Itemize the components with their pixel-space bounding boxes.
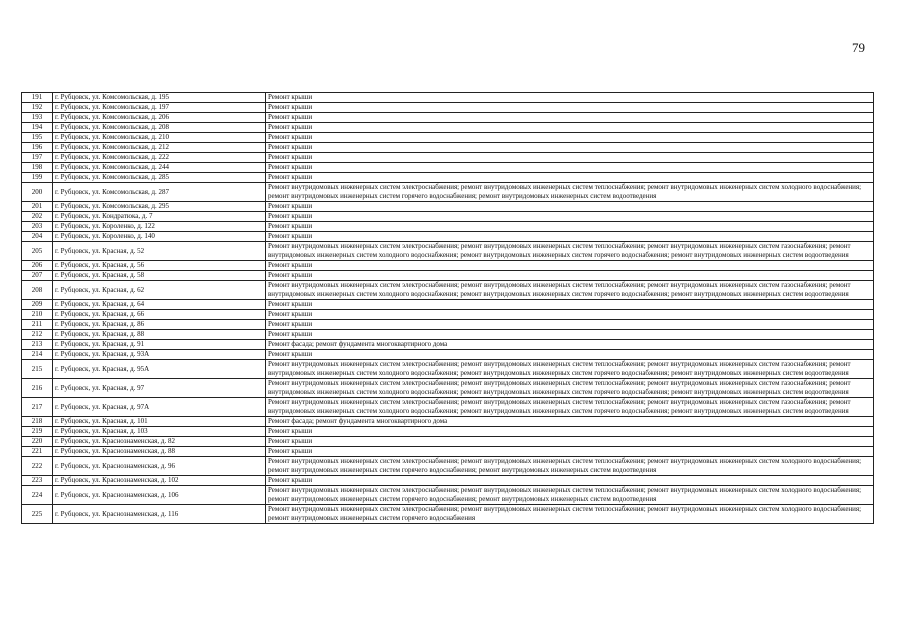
row-work-type: Ремонт крыши [266, 212, 874, 222]
table-row [22, 398, 874, 417]
table-row [22, 379, 874, 398]
row-number: 216 [22, 379, 53, 398]
row-number: 223 [22, 476, 53, 486]
row-address: г. Рубцовск, ул. Красная, д. 62 [53, 281, 266, 300]
row-address: г. Рубцовск, ул. Краснознаменская, д. 106 [53, 486, 266, 505]
row-address: г. Рубцовск, ул. Комсомольская, д. 208 [53, 123, 266, 133]
row-work-type: Ремонт крыши [266, 320, 874, 330]
row-work-type: Ремонт крыши [266, 350, 874, 360]
row-work-type: Ремонт крыши [266, 93, 874, 103]
row-number: 205 [22, 242, 53, 261]
table-row [22, 93, 874, 103]
row-number: 199 [22, 173, 53, 183]
row-work-type: Ремонт крыши [266, 310, 874, 320]
row-number: 210 [22, 310, 53, 320]
row-number: 198 [22, 163, 53, 173]
table-row [22, 212, 874, 222]
table-row [22, 222, 874, 232]
row-number: 200 [22, 183, 53, 202]
row-work-type: Ремонт внутридомовых инженерных систем электроснабжения; ремонт внутридомовых инженерных систем теплоснабжения; ремонт внутридомовых инженерных систем холодного водоснабжения; ремонт внутридомовых инженерных систем горячего водоснабжения [266, 505, 874, 524]
row-work-type: Ремонт крыши [266, 300, 874, 310]
table-row [22, 133, 874, 143]
row-address: г. Рубцовск, ул. Красная, д. 64 [53, 300, 266, 310]
row-address: г. Рубцовск, ул. Красная, д. 88 [53, 330, 266, 340]
row-number: 209 [22, 300, 53, 310]
row-work-type: Ремонт крыши [266, 261, 874, 271]
table-row [22, 261, 874, 271]
row-address: г. Рубцовск, ул. Краснознаменская, д. 88 [53, 447, 266, 457]
table-row [22, 457, 874, 476]
row-address: г. Рубцовск, ул. Комсомольская, д. 206 [53, 113, 266, 123]
table-row [22, 183, 874, 202]
row-address: г. Рубцовск, ул. Краснознаменская, д. 102 [53, 476, 266, 486]
table-row [22, 447, 874, 457]
row-number: 213 [22, 340, 53, 350]
table-row [22, 163, 874, 173]
table-row [22, 340, 874, 350]
row-work-type: Ремонт фасада; ремонт фундамента многоквартирного дома [266, 340, 874, 350]
row-work-type: Ремонт внутридомовых инженерных систем электроснабжения; ремонт внутридомовых инженерных систем теплоснабжения; ремонт внутридомовых инженерных систем газоснабжения; ремонт внутридомовых инженерных систем холодного водоснабжения; ремонт внутридомовых инженерных систем горячего водоснабжения; ремонт внутридомовых инженерных систем водоотведения [266, 242, 874, 261]
row-number: 193 [22, 113, 53, 123]
row-address: г. Рубцовск, ул. Красная, д. 103 [53, 427, 266, 437]
row-work-type: Ремонт крыши [266, 437, 874, 447]
row-work-type: Ремонт крыши [266, 202, 874, 212]
row-number: 214 [22, 350, 53, 360]
row-address: г. Рубцовск, ул. Комсомольская, д. 210 [53, 133, 266, 143]
row-address: г. Рубцовск, ул. Краснознаменская, д. 82 [53, 437, 266, 447]
row-number: 208 [22, 281, 53, 300]
row-number: 212 [22, 330, 53, 340]
row-address: г. Рубцовск, ул. Красная, д. 58 [53, 271, 266, 281]
row-address: г. Рубцовск, ул. Комсомольская, д. 222 [53, 153, 266, 163]
row-number: 217 [22, 398, 53, 417]
page-number: 79 [852, 40, 865, 55]
row-number: 197 [22, 153, 53, 163]
row-number: 207 [22, 271, 53, 281]
table-row [22, 153, 874, 163]
row-address: г. Рубцовск, ул. Кондратюка, д. 7 [53, 212, 266, 222]
row-address: г. Рубцовск, ул. Комсомольская, д. 212 [53, 143, 266, 153]
row-work-type: Ремонт внутридомовых инженерных систем электроснабжения; ремонт внутридомовых инженерных систем теплоснабжения; ремонт внутридомовых инженерных систем холодного водоснабжения; ремонт внутридомовых инженерных систем горячего водоснабжения; ремонт внутридомовых инженерных систем водоотведения [266, 486, 874, 505]
row-address: г. Рубцовск, ул. Комсомольская, д. 295 [53, 202, 266, 212]
row-work-type: Ремонт крыши [266, 447, 874, 457]
table-row [22, 350, 874, 360]
row-address: г. Рубцовск, ул. Красная, д. 66 [53, 310, 266, 320]
row-work-type: Ремонт крыши [266, 271, 874, 281]
row-address: г. Рубцовск, ул. Короленко, д. 140 [53, 232, 266, 242]
row-work-type: Ремонт внутридомовых инженерных систем электроснабжения; ремонт внутридомовых инженерных систем теплоснабжения; ремонт внутридомовых инженерных систем холодного водоснабжения; ремонт внутридомовых инженерных систем горячего водоснабжения; ремонт внутридомовых инженерных систем водоотведения [266, 457, 874, 476]
row-number: 195 [22, 133, 53, 143]
row-number: 192 [22, 103, 53, 113]
row-address: г. Рубцовск, ул. Красная, д. 56 [53, 261, 266, 271]
row-work-type: Ремонт крыши [266, 163, 874, 173]
row-address: г. Рубцовск, ул. Красная, д. 86 [53, 320, 266, 330]
row-address: г. Рубцовск, ул. Красная, д. 101 [53, 417, 266, 427]
row-number: 204 [22, 232, 53, 242]
row-number: 224 [22, 486, 53, 505]
row-work-type: Ремонт внутридомовых инженерных систем электроснабжения; ремонт внутридомовых инженерных систем теплоснабжения; ремонт внутридомовых инженерных систем газоснабжения; ремонт внутридомовых инженерных систем холодного водоснабжения; ремонт внутридомовых инженерных систем горячего водоснабжения; ремонт внутридомовых инженерных систем водоотведения [266, 379, 874, 398]
table-row [22, 310, 874, 320]
row-work-type: Ремонт крыши [266, 427, 874, 437]
row-address: г. Рубцовск, ул. Комсомольская, д. 195 [53, 93, 266, 103]
table-row [22, 437, 874, 447]
table-row [22, 202, 874, 212]
table-row [22, 113, 874, 123]
table-row [22, 417, 874, 427]
row-work-type: Ремонт крыши [266, 173, 874, 183]
row-work-type: Ремонт крыши [266, 476, 874, 486]
row-work-type: Ремонт внутридомовых инженерных систем электроснабжения; ремонт внутридомовых инженерных систем теплоснабжения; ремонт внутридомовых инженерных систем газоснабжения; ремонт внутридомовых инженерных систем холодного водоснабжения; ремонт внутридомовых инженерных систем горячего водоснабжения; ремонт внутридомовых инженерных систем водоотведения [266, 281, 874, 300]
row-address: г. Рубцовск, ул. Комсомольская, д. 244 [53, 163, 266, 173]
row-number: 222 [22, 457, 53, 476]
row-number: 196 [22, 143, 53, 153]
row-work-type: Ремонт крыши [266, 103, 874, 113]
table-row [22, 271, 874, 281]
row-address: г. Рубцовск, ул. Красная, д. 52 [53, 242, 266, 261]
row-number: 202 [22, 212, 53, 222]
row-number: 221 [22, 447, 53, 457]
row-address: г. Рубцовск, ул. Красная, д. 97А [53, 398, 266, 417]
row-work-type: Ремонт внутридомовых инженерных систем электроснабжения; ремонт внутридомовых инженерных систем теплоснабжения; ремонт внутридомовых инженерных систем холодного водоснабжения; ремонт внутридомовых инженерных систем горячего водоснабжения; ремонт внутридомовых инженерных систем водоотведения [266, 183, 874, 202]
row-number: 191 [22, 93, 53, 103]
row-address: г. Рубцовск, ул. Красная, д. 91 [53, 340, 266, 350]
table-row [22, 486, 874, 505]
row-work-type: Ремонт внутридомовых инженерных систем электроснабжения; ремонт внутридомовых инженерных систем теплоснабжения; ремонт внутридомовых инженерных систем газоснабжения; ремонт внутридомовых инженерных систем холодного водоснабжения; ремонт внутридомовых инженерных систем горячего водоснабжения; ремонт внутридомовых инженерных систем водоотведения [266, 360, 874, 379]
row-work-type: Ремонт крыши [266, 113, 874, 123]
row-address: г. Рубцовск, ул. Комсомольская, д. 287 [53, 183, 266, 202]
row-number: 201 [22, 202, 53, 212]
row-address: г. Рубцовск, ул. Комсомольская, д. 285 [53, 173, 266, 183]
row-work-type: Ремонт крыши [266, 232, 874, 242]
row-work-type: Ремонт внутридомовых инженерных систем электроснабжения; ремонт внутридомовых инженерных систем теплоснабжения; ремонт внутридомовых инженерных систем газоснабжения; ремонт внутридомовых инженерных систем холодного водоснабжения; ремонт внутридомовых инженерных систем горячего водоснабжения; ремонт внутридомовых инженерных систем водоотведения [266, 398, 874, 417]
row-number: 220 [22, 437, 53, 447]
row-work-type: Ремонт крыши [266, 133, 874, 143]
repair-table-body [22, 93, 874, 524]
row-number: 219 [22, 427, 53, 437]
row-address: г. Рубцовск, ул. Красная, д. 97 [53, 379, 266, 398]
row-number: 194 [22, 123, 53, 133]
repair-table-container [21, 92, 873, 524]
row-address: г. Рубцовск, ул. Красная, д. 93А [53, 350, 266, 360]
table-row [22, 300, 874, 310]
row-number: 206 [22, 261, 53, 271]
table-row [22, 242, 874, 261]
row-work-type: Ремонт крыши [266, 143, 874, 153]
row-address: г. Рубцовск, ул. Красная, д. 95А [53, 360, 266, 379]
table-row [22, 281, 874, 300]
table-row [22, 103, 874, 113]
table-row [22, 427, 874, 437]
table-row [22, 320, 874, 330]
row-address: г. Рубцовск, ул. Короленко, д. 122 [53, 222, 266, 232]
repair-table [21, 92, 874, 524]
row-work-type: Ремонт крыши [266, 222, 874, 232]
row-number: 215 [22, 360, 53, 379]
table-row [22, 360, 874, 379]
table-row [22, 173, 874, 183]
table-row [22, 476, 874, 486]
table-row [22, 232, 874, 242]
row-number: 225 [22, 505, 53, 524]
table-row [22, 505, 874, 524]
row-address: г. Рубцовск, ул. Краснознаменская, д. 116 [53, 505, 266, 524]
row-work-type: Ремонт фасада; ремонт фундамента многоквартирного дома [266, 417, 874, 427]
row-address: г. Рубцовск, ул. Комсомольская, д. 197 [53, 103, 266, 113]
row-work-type: Ремонт крыши [266, 123, 874, 133]
table-row [22, 330, 874, 340]
row-work-type: Ремонт крыши [266, 153, 874, 163]
row-work-type: Ремонт крыши [266, 330, 874, 340]
table-row [22, 143, 874, 153]
row-number: 203 [22, 222, 53, 232]
table-row [22, 123, 874, 133]
row-number: 211 [22, 320, 53, 330]
row-number: 218 [22, 417, 53, 427]
row-address: г. Рубцовск, ул. Краснознаменская, д. 96 [53, 457, 266, 476]
